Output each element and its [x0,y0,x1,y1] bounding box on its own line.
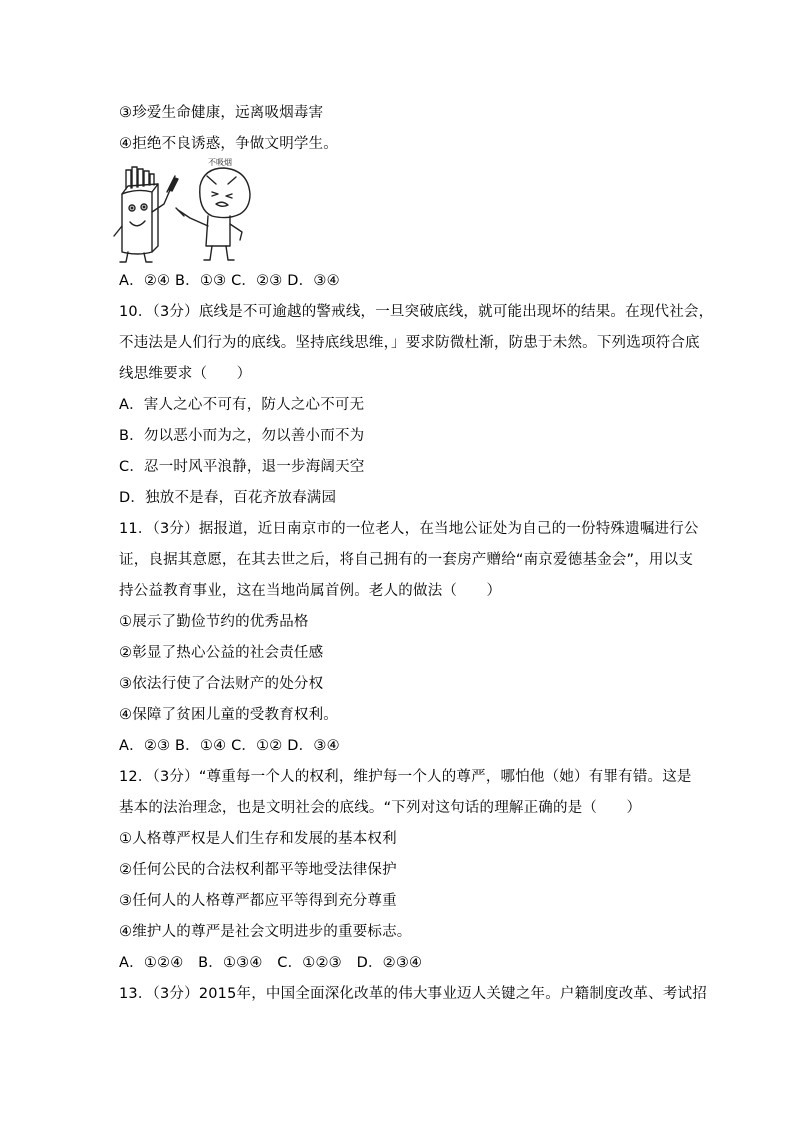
question-11-stem: 证，良据其意愿，在其去世之后，将自己拥有的一套房产赠给“南京爱德基金会”，用以支 [119,552,694,568]
option-line: ①人格尊严权是人们生存和发展的基本权利 [119,831,397,847]
question-10-stem: 不违法是人们行为的底线。坚持底线思维，」要求防微杜渐，防患于未然。下列选项符合底 [119,335,700,351]
no-smoking-cartoon [112,156,262,264]
option-line: ②彰显了热心公益的社会责任感 [119,645,324,661]
option-line: ④保障了贫困儿童的受教育权利。 [119,707,338,723]
question-11-stem: 持公益教育事业，这在当地尚属首例。老人的做法（ ） [119,583,502,599]
option-line: ③珍爱生命健康，远离吸烟毒害 [119,105,324,121]
option-line: ①展示了勤俭节约的优秀品格 [119,614,309,630]
option-line: D．独放不是春，百花齐放春满园 [119,490,337,506]
question-11-stem: 11．（3分）据报道，近日南京市的一位老人，在当地公证处为自己的一份特殊遗嘱进行公 [119,521,699,537]
option-line: ④维护人的尊严是社会文明进步的重要标志。 [119,924,412,940]
option-line: A．害人之心不可有，防人之心不可无 [119,397,365,413]
option-line: ②任何公民的合法权利都平等地受法律保护 [119,862,397,878]
question-12-stem: 12．（3分）“尊重每一个人的权利，维护每一个人的尊严，哪怕他（她）有罪有错。这是 [119,769,692,785]
option-line: B．勿以恶小而为之，勿以善小而不为 [119,428,365,444]
option-line: ③任何人的人格尊严都应平等得到充分尊重 [119,893,397,909]
question-10-stem: 线思维要求（ ） [119,366,252,382]
question-12-stem: 基本的法治理念，也是文明社会的底线。“下列对这句话的理解正确的是（ ） [119,800,642,816]
option-line: C．忍一时风平浪静，退一步海阔天空 [119,459,365,475]
question-10-stem: 10．（3分）底线是不可逾越的警戒线，一旦突破底线，就可能出现坏的结果。在现代社会， [119,304,714,320]
answer-choices: A．②③ B．①④ C．①② D．③④ [119,738,340,754]
option-line: ④拒绝不良诱惑，争做文明学生。 [119,136,338,152]
answer-choices: A．①②④ B．①③④ C．①②③ D．②③④ [119,955,423,971]
answer-choices: A．②④ B．①③ C．②③ D．③④ [119,273,340,289]
option-line: ③依法行使了合法财产的处分权 [119,676,324,692]
question-13-stem: 13．（3分）2015年，中国全面深化改革的伟大事业迈人关键之年。户籍制度改革、考试招 [119,986,707,1002]
cartoon-caption: 不吸烟 [208,158,232,167]
